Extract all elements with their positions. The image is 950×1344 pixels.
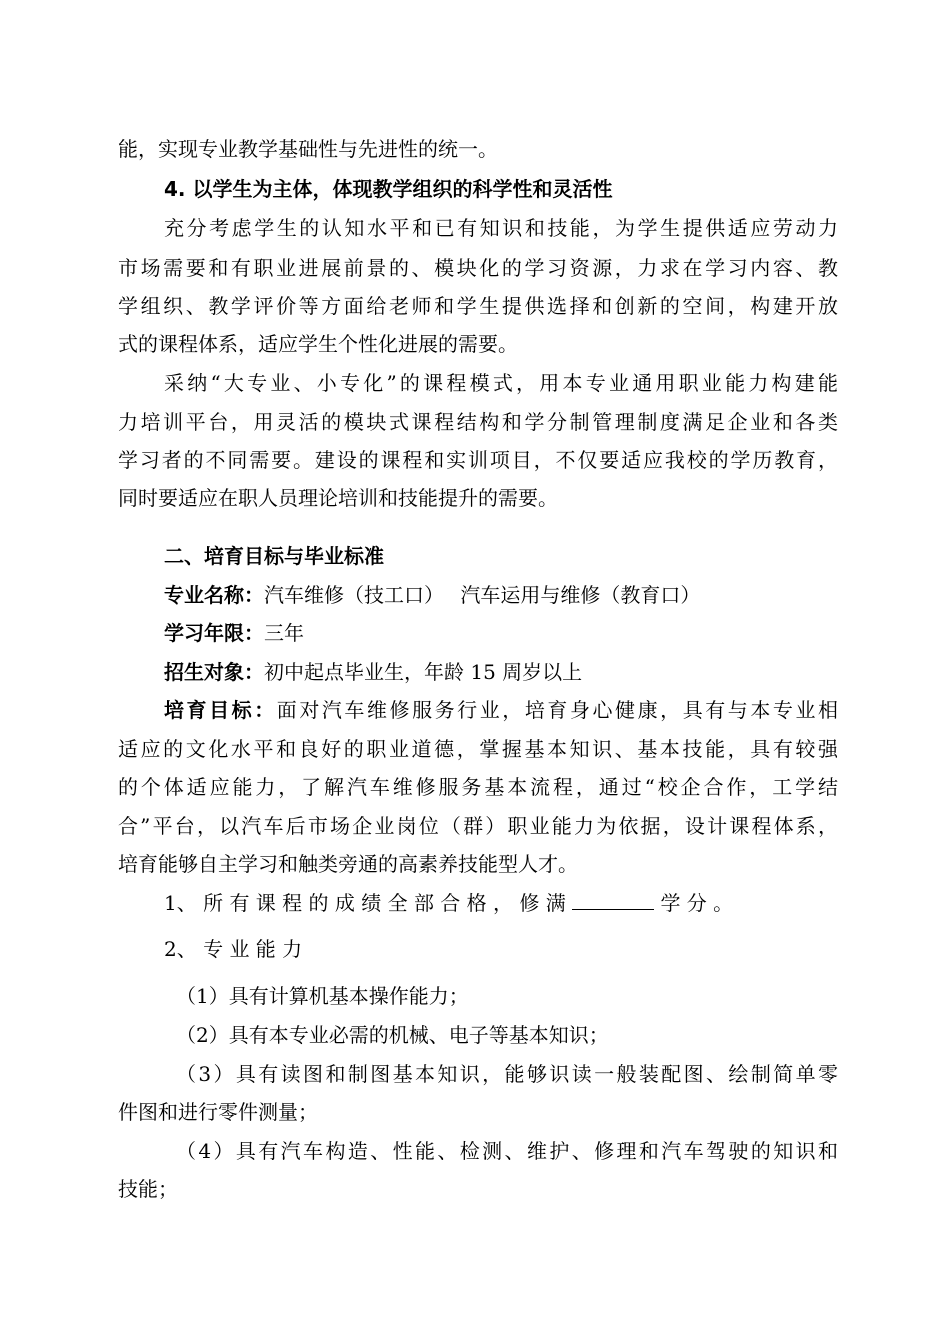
- paragraph-line: 同时要适应在职人员理论培训和技能提升的需要。: [118, 486, 558, 510]
- major-row: [164, 582, 700, 608]
- major-value: 汽车维修（技工口） 汽车运用与维修（教育口）: [264, 583, 701, 607]
- requirement-2: 2、 专 业 能 力: [164, 937, 303, 961]
- enroll-value: 初中起点毕业生，年龄 15 周岁以上: [264, 660, 583, 684]
- paragraph-line: 采纳“大专业、小专化”的课程模式，用本专业通用职业能力构建能: [164, 371, 838, 395]
- paragraph-line: 充分考虑学生的认知水平和已有知识和技能，为学生提供适应劳动力: [164, 216, 838, 240]
- enroll-label: 招生对象：: [164, 660, 264, 684]
- goal-label: 培育目标：: [164, 698, 277, 722]
- list-item: （2）具有本专业必需的机械、电子等基本知识；: [176, 1023, 609, 1047]
- paragraph-line: 适应的文化水平和良好的职业道德，掌握基本知识、基本技能，具有较强: [118, 737, 838, 761]
- paragraph-line: 培育能够自主学习和触类旁通的高素养技能型人才。: [118, 852, 578, 876]
- paragraph-line: 市场需要和有职业进展前景的、模块化的学习资源，力求在学习内容、教: [118, 256, 838, 280]
- paragraph-line: 式的课程体系，适应学生个性化进展的需要。: [118, 332, 518, 356]
- paragraph-line: 力培训平台，用灵活的模块式课程结构和学分制管理制度满足企业和各类: [118, 410, 838, 434]
- paragraph-line: 能，实现专业教学基础性与先进性的统一。: [118, 137, 498, 161]
- requirement-1-text: 1、 所 有 课 程 的 成 绩 全 部 合 格 ， 修 满: [164, 891, 566, 915]
- list-item: （3）具有读图和制图基本知识，能够识读一般装配图、绘制简单零: [176, 1062, 838, 1086]
- major-label: 专业名称：: [164, 583, 264, 607]
- goal-row: [164, 697, 838, 723]
- list-item-continued: 技能；: [118, 1177, 178, 1201]
- credits-blank: [572, 889, 654, 910]
- paragraph-line: 的个体适应能力，了解汽车维修服务基本流程，通过“校企合作，工学结: [118, 775, 838, 799]
- enroll-row: [164, 659, 582, 685]
- requirement-1: [164, 889, 733, 916]
- list-item: （4）具有汽车构造、性能、检测、维护、修理和汽车驾驶的知识和: [176, 1139, 838, 1163]
- years-row: [164, 620, 304, 646]
- section-heading-4: 4. 以学生为主体，体现教学组织的科学性和灵活性: [164, 177, 613, 201]
- paragraph-line: 学组织、教学评价等方面给老师和学生提供选择和创新的空间，构建开放: [118, 294, 838, 318]
- list-item: （1）具有计算机基本操作能力；: [176, 984, 469, 1008]
- section-heading-2: 二、培育目标与毕业标准: [164, 544, 384, 568]
- paragraph-line: 合”平台，以汽车后市场企业岗位（群）职业能力为依据，设计课程体系，: [118, 814, 838, 838]
- requirement-1-suffix: 学 分 。: [660, 891, 734, 915]
- years-label: 学习年限：: [164, 621, 264, 645]
- list-item-continued: 件图和进行零件测量；: [118, 1100, 318, 1124]
- paragraph-line: 学习者的不同需要。建设的课程和实训项目，不仅要适应我校的学历教育，: [118, 448, 838, 472]
- goal-text: 面对汽车维修服务行业，培育身心健康，具有与本专业相: [276, 698, 839, 722]
- years-value: 三年: [264, 621, 304, 645]
